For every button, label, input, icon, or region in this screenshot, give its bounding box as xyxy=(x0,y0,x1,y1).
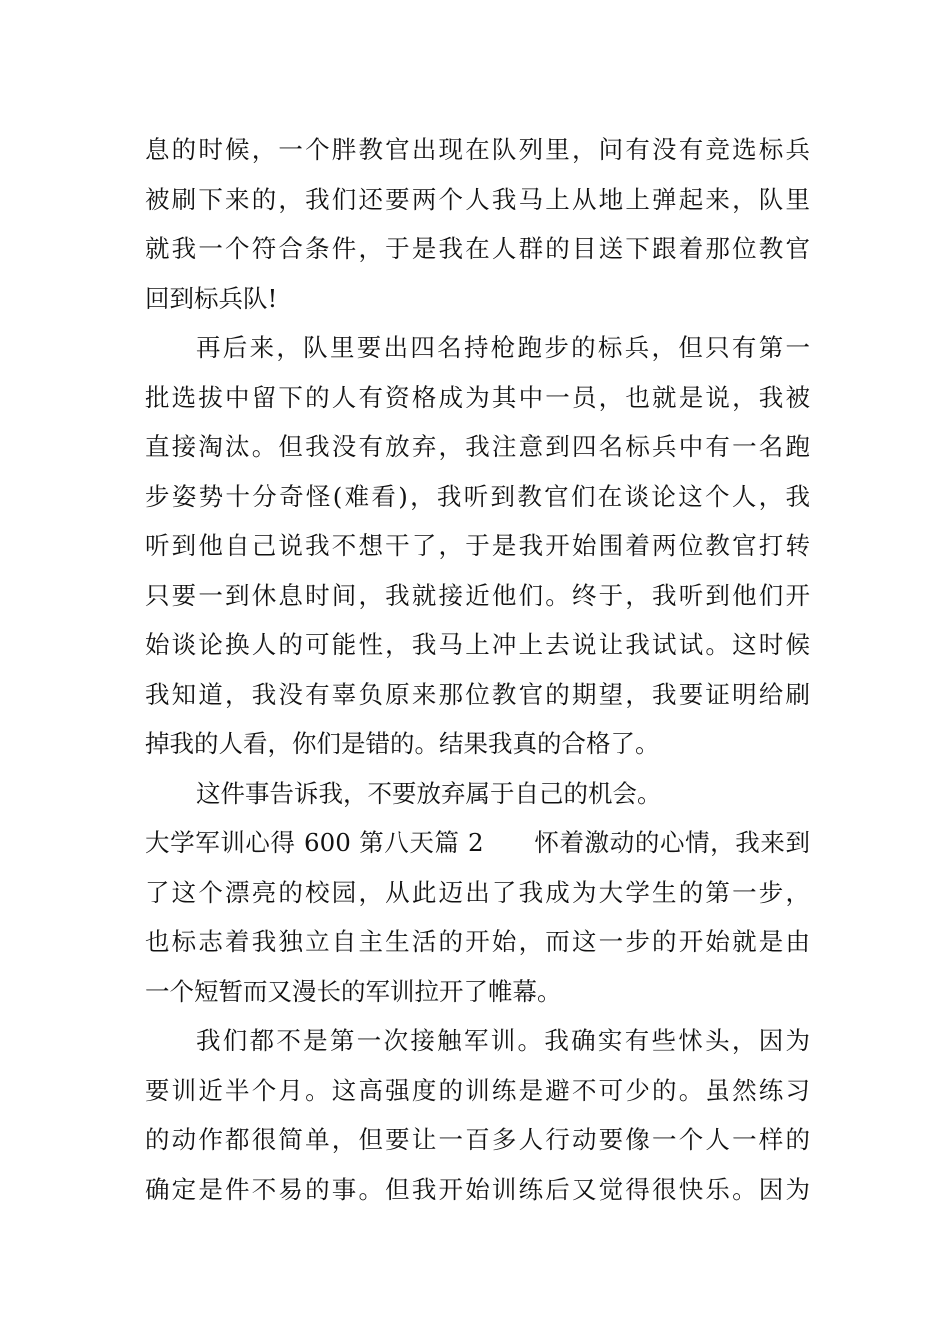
text-line: 就我一个符合条件，于是我在人群的目送下跟着那位教官 xyxy=(145,234,810,263)
text-line: 被刷下来的，我们还要两个人我马上从地上弹起来，队里 xyxy=(145,185,810,214)
text-line: 始谈论换人的可能性，我马上冲上去说让我试试。这时候 xyxy=(145,630,810,659)
text-line: 息的时候，一个胖教官出现在队列里，问有没有竞选标兵 xyxy=(145,135,810,164)
paragraph-first-line: 再后来，队里要出四名持枪跑步的标兵，但只有第一 xyxy=(196,333,810,362)
text-line: 的动作都很简单，但要让一百多人行动要像一个人一样的 xyxy=(145,1125,810,1154)
text-line: 只要一到休息时间，我就接近他们。终于，我听到他们开 xyxy=(145,581,810,610)
text-line: 批选拔中留下的人有资格成为其中一员，也就是说，我被 xyxy=(145,383,810,412)
text-line: 听到他自己说我不想干了，于是我开始围着两位教官打转 xyxy=(145,531,810,560)
paragraph-first-line: 我们都不是第一次接触军训。我确实有些怵头，因为 xyxy=(196,1026,810,1055)
text-line: 也标志着我独立自主生活的开始，而这一步的开始就是由 xyxy=(145,927,810,956)
text-line: 一个短暂而又漫长的军训拉开了帷幕。 xyxy=(145,977,562,1006)
text-line: 确定是件不易的事。但我开始训练后又觉得很快乐。因为 xyxy=(145,1175,810,1204)
text-line: 步姿势十分奇怪(难看)，我听到教官们在谈论这个人，我 xyxy=(145,482,810,511)
paragraph-first-line: 这件事告诉我，不要放弃属于自己的机会。 xyxy=(196,779,662,808)
text-line: 直接淘汰。但我没有放弃，我注意到四名标兵中有一名跑 xyxy=(145,432,810,461)
text-line: 要训近半个月。这高强度的训练是避不可少的。虽然练习 xyxy=(145,1076,810,1105)
text-line: 了这个漂亮的校园，从此迈出了我成为大学生的第一步， xyxy=(145,878,810,907)
section-heading-line: 大学军训心得 600 第八天篇 2 怀着激动的心情，我来到 xyxy=(145,828,810,857)
text-line: 回到标兵队! xyxy=(145,284,278,313)
text-line: 我知道，我没有辜负原来那位教官的期望，我要证明给刷 xyxy=(145,680,810,709)
text-line: 掉我的人看，你们是错的。结果我真的合格了。 xyxy=(145,729,660,758)
